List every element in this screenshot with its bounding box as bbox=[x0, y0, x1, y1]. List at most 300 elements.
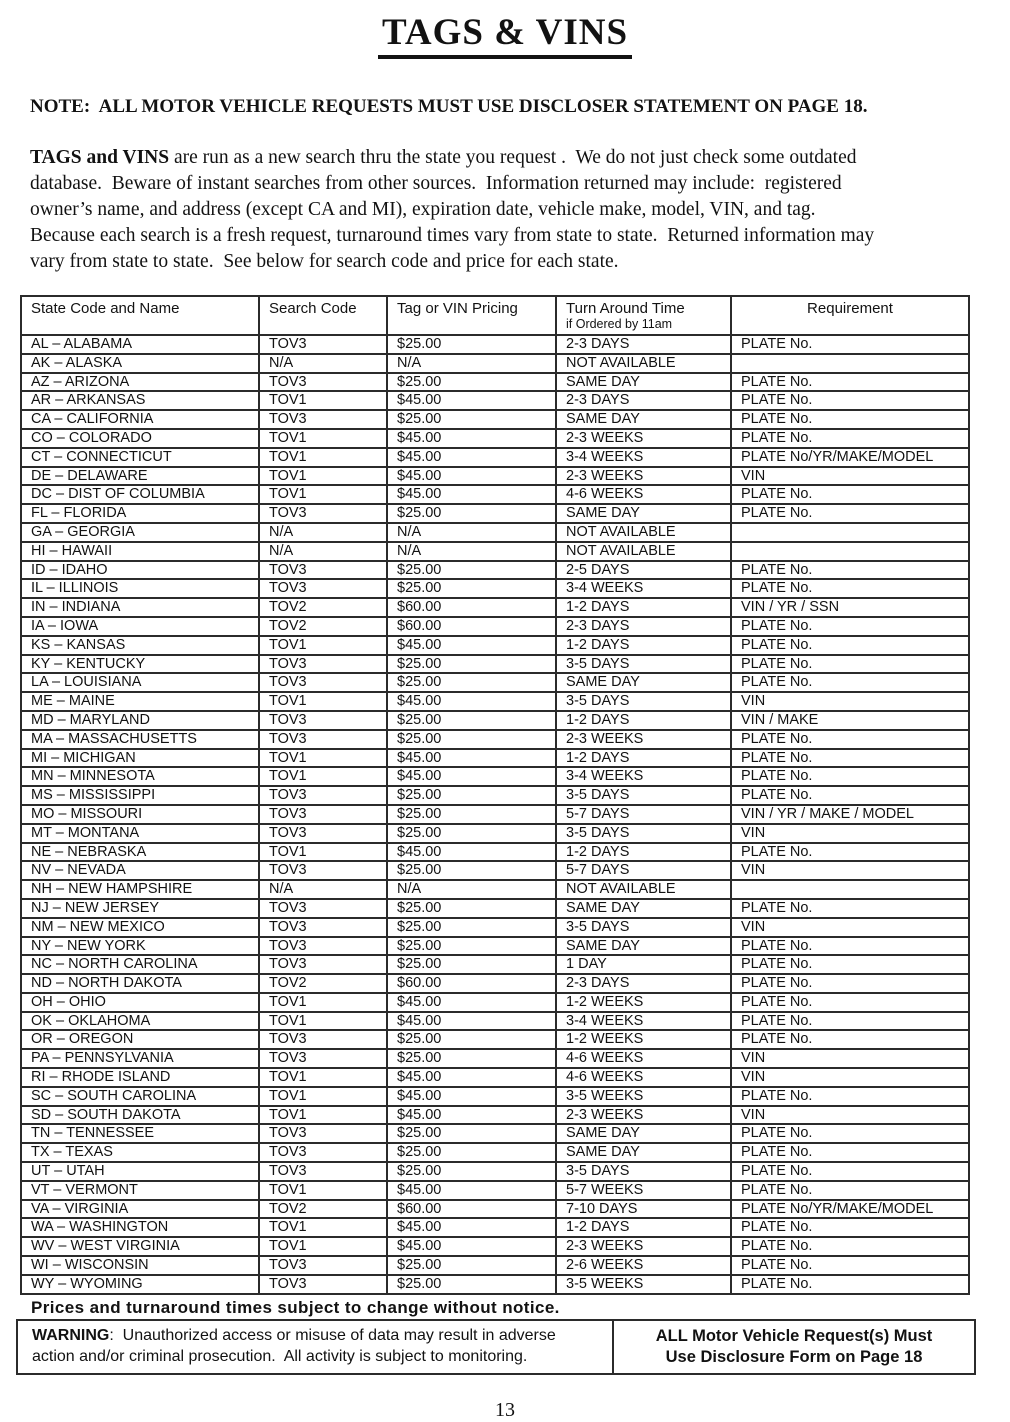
search-code-cell: N/A bbox=[259, 542, 387, 561]
table-row bbox=[21, 1218, 969, 1237]
pricing-cell: $25.00 bbox=[387, 1275, 556, 1294]
pricing-cell: $45.00 bbox=[387, 1106, 556, 1125]
turnaround-cell: 2-3 DAYS bbox=[556, 617, 731, 636]
requirement-cell: PLATE No. bbox=[731, 749, 969, 768]
state-cell: MS – MISSISSIPPI bbox=[21, 786, 259, 805]
search-code-cell: TOV1 bbox=[259, 1106, 387, 1125]
requirement-cell: PLATE No. bbox=[731, 335, 969, 354]
requirement-cell: PLATE No. bbox=[731, 974, 969, 993]
search-code-cell: TOV3 bbox=[259, 937, 387, 956]
turnaround-cell: 1-2 DAYS bbox=[556, 598, 731, 617]
requirement-cell: PLATE No. bbox=[731, 767, 969, 786]
state-cell: FL – FLORIDA bbox=[21, 504, 259, 523]
state-cell: TX – TEXAS bbox=[21, 1143, 259, 1162]
pricing-cell: $25.00 bbox=[387, 373, 556, 392]
turnaround-cell: 5-7 DAYS bbox=[556, 805, 731, 824]
pricing-cell: N/A bbox=[387, 880, 556, 899]
search-code-cell: TOV2 bbox=[259, 598, 387, 617]
pricing-cell: N/A bbox=[387, 523, 556, 542]
search-code-cell: TOV3 bbox=[259, 899, 387, 918]
pricing-cell: $45.00 bbox=[387, 1237, 556, 1256]
warning-table bbox=[16, 1319, 976, 1375]
requirement-cell: PLATE No. bbox=[731, 1012, 969, 1031]
search-code-cell: TOV3 bbox=[259, 805, 387, 824]
pricing-cell: $25.00 bbox=[387, 899, 556, 918]
pricing-cell: N/A bbox=[387, 354, 556, 373]
pricing-cell: $45.00 bbox=[387, 1068, 556, 1087]
requirement-cell: PLATE No. bbox=[731, 1256, 969, 1275]
turnaround-cell: 2-3 WEEKS bbox=[556, 429, 731, 448]
table-row bbox=[21, 598, 969, 617]
table-row bbox=[21, 899, 969, 918]
requirement-cell: PLATE No. bbox=[731, 1143, 969, 1162]
turnaround-cell: 2-3 WEEKS bbox=[556, 1237, 731, 1256]
table-row bbox=[21, 843, 969, 862]
header-turnaround-sub: if Ordered by 11am bbox=[566, 317, 673, 331]
table-row bbox=[21, 391, 969, 410]
requirement-cell: PLATE No. bbox=[731, 429, 969, 448]
intro-line-2: database. Beware of instant searches from other sources. Information returned may include: registered bbox=[30, 173, 842, 194]
pricing-cell: $25.00 bbox=[387, 1049, 556, 1068]
state-cell: HI – HAWAII bbox=[21, 542, 259, 561]
turnaround-cell: 1-2 WEEKS bbox=[556, 993, 731, 1012]
turnaround-cell: 3-4 WEEKS bbox=[556, 579, 731, 598]
table-row bbox=[21, 617, 969, 636]
search-code-cell: TOV3 bbox=[259, 655, 387, 674]
state-cell: CO – COLORADO bbox=[21, 429, 259, 448]
pricing-cell: $60.00 bbox=[387, 617, 556, 636]
note-line: NOTE: ALL MOTOR VEHICLE REQUESTS MUST USE DISCLOSER STATEMENT ON PAGE 18. bbox=[30, 96, 868, 117]
table-row bbox=[21, 767, 969, 786]
state-cell: IL – ILLINOIS bbox=[21, 579, 259, 598]
pricing-cell: $25.00 bbox=[387, 1143, 556, 1162]
pricing-cell: $25.00 bbox=[387, 937, 556, 956]
pricing-cell: N/A bbox=[387, 542, 556, 561]
table-row bbox=[21, 692, 969, 711]
state-cell: IA – IOWA bbox=[21, 617, 259, 636]
search-code-cell: TOV3 bbox=[259, 786, 387, 805]
turnaround-cell: 2-3 WEEKS bbox=[556, 467, 731, 486]
requirement-cell: PLATE No. bbox=[731, 673, 969, 692]
header-turnaround bbox=[556, 296, 731, 335]
turnaround-cell: 2-3 DAYS bbox=[556, 391, 731, 410]
turnaround-cell: 3-4 WEEKS bbox=[556, 767, 731, 786]
state-cell: WA – WASHINGTON bbox=[21, 1218, 259, 1237]
turnaround-cell: 3-5 DAYS bbox=[556, 1162, 731, 1181]
turnaround-cell: 1-2 DAYS bbox=[556, 843, 731, 862]
requirement-cell: PLATE No. bbox=[731, 843, 969, 862]
search-code-cell: TOV1 bbox=[259, 1237, 387, 1256]
state-cell: AR – ARKANSAS bbox=[21, 391, 259, 410]
pricing-cell: $45.00 bbox=[387, 1012, 556, 1031]
turnaround-cell: 3-5 DAYS bbox=[556, 786, 731, 805]
state-cell: SC – SOUTH CAROLINA bbox=[21, 1087, 259, 1106]
table-row bbox=[21, 880, 969, 899]
pricing-cell: $25.00 bbox=[387, 1162, 556, 1181]
turnaround-cell: 4-6 WEEKS bbox=[556, 1068, 731, 1087]
turnaround-cell: 7-10 DAYS bbox=[556, 1200, 731, 1219]
table-row bbox=[21, 542, 969, 561]
search-code-cell: TOV3 bbox=[259, 711, 387, 730]
state-cell: AL – ALABAMA bbox=[21, 335, 259, 354]
requirement-cell: PLATE No. bbox=[731, 1237, 969, 1256]
turnaround-cell: 3-4 WEEKS bbox=[556, 448, 731, 467]
pricing-cell: $45.00 bbox=[387, 485, 556, 504]
table-row bbox=[21, 655, 969, 674]
search-code-cell: TOV3 bbox=[259, 730, 387, 749]
table-row bbox=[21, 1087, 969, 1106]
table-row bbox=[21, 485, 969, 504]
search-code-cell: TOV2 bbox=[259, 974, 387, 993]
pricing-cell: $45.00 bbox=[387, 692, 556, 711]
table-row bbox=[21, 1162, 969, 1181]
table-row bbox=[21, 1143, 969, 1162]
state-cell: PA – PENNSYLVANIA bbox=[21, 1049, 259, 1068]
requirement-cell bbox=[731, 523, 969, 542]
pricing-cell: $45.00 bbox=[387, 843, 556, 862]
state-cell: TN – TENNESSEE bbox=[21, 1124, 259, 1143]
state-cell: DE – DELAWARE bbox=[21, 467, 259, 486]
state-cell: WV – WEST VIRGINIA bbox=[21, 1237, 259, 1256]
intro-paragraph bbox=[30, 145, 990, 275]
requirement-cell: VIN / YR / SSN bbox=[731, 598, 969, 617]
turnaround-cell: SAME DAY bbox=[556, 673, 731, 692]
search-code-cell: N/A bbox=[259, 354, 387, 373]
search-code-cell: TOV1 bbox=[259, 1012, 387, 1031]
pricing-cell: $60.00 bbox=[387, 598, 556, 617]
requirement-cell: PLATE No. bbox=[731, 937, 969, 956]
state-cell: IN – INDIANA bbox=[21, 598, 259, 617]
search-code-cell: TOV1 bbox=[259, 1068, 387, 1087]
page-number: 13 bbox=[495, 1398, 515, 1421]
turnaround-cell: 4-6 WEEKS bbox=[556, 1049, 731, 1068]
table-row bbox=[21, 786, 969, 805]
turnaround-cell: 3-5 WEEKS bbox=[556, 1275, 731, 1294]
search-code-cell: TOV3 bbox=[259, 1275, 387, 1294]
pricing-cell: $25.00 bbox=[387, 918, 556, 937]
state-cell: LA – LOUISIANA bbox=[21, 673, 259, 692]
state-cell: UT – UTAH bbox=[21, 1162, 259, 1181]
requirement-cell: PLATE No. bbox=[731, 786, 969, 805]
turnaround-cell: 2-3 WEEKS bbox=[556, 1106, 731, 1125]
state-cell: CA – CALIFORNIA bbox=[21, 410, 259, 429]
warning-cell bbox=[17, 1320, 613, 1374]
header-requirement: Requirement bbox=[731, 296, 969, 335]
turnaround-cell: SAME DAY bbox=[556, 937, 731, 956]
state-cell: WY – WYOMING bbox=[21, 1275, 259, 1294]
state-cell: DC – DIST OF COLUMBIA bbox=[21, 485, 259, 504]
table-row bbox=[21, 1200, 969, 1219]
pricing-cell: $45.00 bbox=[387, 1087, 556, 1106]
turnaround-cell: 3-5 DAYS bbox=[556, 824, 731, 843]
warning-row bbox=[17, 1320, 975, 1374]
pricing-cell: $45.00 bbox=[387, 448, 556, 467]
table-row bbox=[21, 1106, 969, 1125]
turnaround-cell: NOT AVAILABLE bbox=[556, 523, 731, 542]
turnaround-cell: SAME DAY bbox=[556, 504, 731, 523]
table-row bbox=[21, 711, 969, 730]
prices-change-note: Prices and turnaround times subject to change without notice. bbox=[31, 1297, 560, 1317]
state-cell: AZ – ARIZONA bbox=[21, 373, 259, 392]
pricing-cell: $25.00 bbox=[387, 786, 556, 805]
requirement-cell bbox=[731, 542, 969, 561]
table-row bbox=[21, 636, 969, 655]
search-code-cell: TOV3 bbox=[259, 1124, 387, 1143]
table-row bbox=[21, 993, 969, 1012]
requirement-cell: PLATE No. bbox=[731, 1181, 969, 1200]
table-row bbox=[21, 429, 969, 448]
requirement-cell: PLATE No. bbox=[731, 504, 969, 523]
state-cell: KY – KENTUCKY bbox=[21, 655, 259, 674]
state-cell: NE – NEBRASKA bbox=[21, 843, 259, 862]
table-row bbox=[21, 955, 969, 974]
requirement-cell: PLATE No. bbox=[731, 485, 969, 504]
state-cell: OR – OREGON bbox=[21, 1030, 259, 1049]
pricing-cell: $25.00 bbox=[387, 824, 556, 843]
state-cell: VA – VIRGINIA bbox=[21, 1200, 259, 1219]
search-code-cell: TOV3 bbox=[259, 918, 387, 937]
search-code-cell: TOV1 bbox=[259, 692, 387, 711]
pricing-cell: $45.00 bbox=[387, 391, 556, 410]
state-cell: ND – NORTH DAKOTA bbox=[21, 974, 259, 993]
pricing-cell: $45.00 bbox=[387, 636, 556, 655]
state-cell: MD – MARYLAND bbox=[21, 711, 259, 730]
table-row bbox=[21, 1275, 969, 1294]
state-cell: OH – OHIO bbox=[21, 993, 259, 1012]
turnaround-cell: 1-2 DAYS bbox=[556, 711, 731, 730]
table-row bbox=[21, 974, 969, 993]
table-row bbox=[21, 1068, 969, 1087]
requirement-cell: VIN bbox=[731, 918, 969, 937]
table-row bbox=[21, 410, 969, 429]
header-search-code: Search Code bbox=[259, 296, 387, 335]
page-title: TAGS & VINS bbox=[378, 12, 632, 59]
turnaround-cell: NOT AVAILABLE bbox=[556, 542, 731, 561]
search-code-cell: TOV1 bbox=[259, 767, 387, 786]
turnaround-cell: 2-5 DAYS bbox=[556, 561, 731, 580]
intro-line-3: owner’s name, and address (except CA and MI), expiration date, vehicle make, model, VIN, and tag. bbox=[30, 199, 816, 220]
disclosure-line-1: ALL Motor Vehicle Request(s) Must bbox=[655, 1326, 933, 1345]
state-pricing-table bbox=[20, 295, 970, 1295]
pricing-cell: $60.00 bbox=[387, 974, 556, 993]
state-cell: AK – ALASKA bbox=[21, 354, 259, 373]
search-code-cell: TOV2 bbox=[259, 617, 387, 636]
table-row bbox=[21, 354, 969, 373]
requirement-cell: PLATE No. bbox=[731, 391, 969, 410]
pricing-cell: $45.00 bbox=[387, 1218, 556, 1237]
state-table-body bbox=[21, 335, 969, 1294]
turnaround-cell: SAME DAY bbox=[556, 373, 731, 392]
requirement-cell: PLATE No. bbox=[731, 1124, 969, 1143]
turnaround-cell: 4-6 WEEKS bbox=[556, 485, 731, 504]
turnaround-cell: 2-3 DAYS bbox=[556, 335, 731, 354]
requirement-cell: VIN bbox=[731, 467, 969, 486]
state-cell: NY – NEW YORK bbox=[21, 937, 259, 956]
intro-line-1-rest: are run as a new search thru the state you request . We do not just check some outdated bbox=[169, 147, 857, 168]
search-code-cell: TOV3 bbox=[259, 373, 387, 392]
intro-lead: TAGS and VINS bbox=[30, 147, 170, 168]
state-cell: NC – NORTH CAROLINA bbox=[21, 955, 259, 974]
state-cell: CT – CONNECTICUT bbox=[21, 448, 259, 467]
table-row bbox=[21, 1030, 969, 1049]
title-wrap bbox=[0, 12, 1010, 59]
pricing-cell: $45.00 bbox=[387, 429, 556, 448]
table-row bbox=[21, 824, 969, 843]
search-code-cell: TOV3 bbox=[259, 1256, 387, 1275]
turnaround-cell: 2-3 WEEKS bbox=[556, 730, 731, 749]
header-state: State Code and Name bbox=[21, 296, 259, 335]
requirement-cell: PLATE No. bbox=[731, 1030, 969, 1049]
requirement-cell: PLATE No. bbox=[731, 1087, 969, 1106]
table-row bbox=[21, 1012, 969, 1031]
pricing-cell: $45.00 bbox=[387, 993, 556, 1012]
search-code-cell: TOV1 bbox=[259, 391, 387, 410]
table-row bbox=[21, 467, 969, 486]
pricing-cell: $45.00 bbox=[387, 1181, 556, 1200]
requirement-cell: PLATE No. bbox=[731, 899, 969, 918]
requirement-cell: PLATE No. bbox=[731, 579, 969, 598]
state-cell: SD – SOUTH DAKOTA bbox=[21, 1106, 259, 1125]
requirement-cell: PLATE No. bbox=[731, 636, 969, 655]
search-code-cell: TOV1 bbox=[259, 467, 387, 486]
table-row bbox=[21, 448, 969, 467]
requirement-cell: VIN bbox=[731, 861, 969, 880]
table-row bbox=[21, 1237, 969, 1256]
search-code-cell: TOV3 bbox=[259, 955, 387, 974]
search-code-cell: TOV1 bbox=[259, 485, 387, 504]
table-row bbox=[21, 561, 969, 580]
state-cell: MO – MISSOURI bbox=[21, 805, 259, 824]
search-code-cell: TOV1 bbox=[259, 429, 387, 448]
state-cell: MT – MONTANA bbox=[21, 824, 259, 843]
table-row bbox=[21, 673, 969, 692]
state-cell: RI – RHODE ISLAND bbox=[21, 1068, 259, 1087]
requirement-cell: PLATE No. bbox=[731, 955, 969, 974]
warning-label: WARNING bbox=[32, 1326, 110, 1344]
requirement-cell: PLATE No. bbox=[731, 617, 969, 636]
search-code-cell: TOV3 bbox=[259, 861, 387, 880]
turnaround-cell: SAME DAY bbox=[556, 899, 731, 918]
state-cell: KS – KANSAS bbox=[21, 636, 259, 655]
table-row bbox=[21, 1049, 969, 1068]
search-code-cell: TOV2 bbox=[259, 1200, 387, 1219]
table-row bbox=[21, 749, 969, 768]
turnaround-cell: 3-5 DAYS bbox=[556, 918, 731, 937]
state-cell: NJ – NEW JERSEY bbox=[21, 899, 259, 918]
turnaround-cell: 2-3 DAYS bbox=[556, 974, 731, 993]
search-code-cell: TOV3 bbox=[259, 1049, 387, 1068]
table-row bbox=[21, 937, 969, 956]
pricing-cell: $25.00 bbox=[387, 730, 556, 749]
search-code-cell: TOV3 bbox=[259, 673, 387, 692]
pricing-cell: $25.00 bbox=[387, 335, 556, 354]
pricing-cell: $25.00 bbox=[387, 1124, 556, 1143]
requirement-cell bbox=[731, 354, 969, 373]
requirement-cell: PLATE No. bbox=[731, 1275, 969, 1294]
warning-text: : Unauthorized access or misuse of data may result in adverse action and/or criminal prosecution. All activity is subject to monitoring. bbox=[32, 1326, 561, 1365]
intro-line-1 bbox=[30, 145, 990, 171]
turnaround-cell: 1-2 DAYS bbox=[556, 1218, 731, 1237]
turnaround-cell: 3-5 DAYS bbox=[556, 655, 731, 674]
state-cell: NM – NEW MEXICO bbox=[21, 918, 259, 937]
state-cell: WI – WISCONSIN bbox=[21, 1256, 259, 1275]
turnaround-cell: SAME DAY bbox=[556, 1124, 731, 1143]
table-header-row bbox=[21, 296, 969, 335]
requirement-cell: PLATE No/YR/MAKE/MODEL bbox=[731, 1200, 969, 1219]
state-cell: ID – IDAHO bbox=[21, 561, 259, 580]
state-cell: ME – MAINE bbox=[21, 692, 259, 711]
pricing-cell: $25.00 bbox=[387, 673, 556, 692]
state-cell: GA – GEORGIA bbox=[21, 523, 259, 542]
requirement-cell: PLATE No. bbox=[731, 561, 969, 580]
pricing-cell: $25.00 bbox=[387, 561, 556, 580]
requirement-cell: VIN / YR / MAKE / MODEL bbox=[731, 805, 969, 824]
requirement-cell: VIN bbox=[731, 1049, 969, 1068]
pricing-cell: $45.00 bbox=[387, 767, 556, 786]
requirement-cell: VIN bbox=[731, 692, 969, 711]
search-code-cell: N/A bbox=[259, 523, 387, 542]
requirement-cell: PLATE No/YR/MAKE/MODEL bbox=[731, 448, 969, 467]
table-row bbox=[21, 805, 969, 824]
search-code-cell: TOV1 bbox=[259, 1218, 387, 1237]
turnaround-cell: SAME DAY bbox=[556, 1143, 731, 1162]
pricing-cell: $25.00 bbox=[387, 655, 556, 674]
requirement-cell: PLATE No. bbox=[731, 1218, 969, 1237]
table-row bbox=[21, 523, 969, 542]
pricing-cell: $25.00 bbox=[387, 805, 556, 824]
turnaround-cell: 3-5 WEEKS bbox=[556, 1087, 731, 1106]
search-code-cell: TOV3 bbox=[259, 335, 387, 354]
state-cell: OK – OKLAHOMA bbox=[21, 1012, 259, 1031]
table-row bbox=[21, 335, 969, 354]
state-cell: VT – VERMONT bbox=[21, 1181, 259, 1200]
requirement-cell: PLATE No. bbox=[731, 730, 969, 749]
table-row bbox=[21, 918, 969, 937]
turnaround-cell: 1-2 DAYS bbox=[556, 636, 731, 655]
pricing-cell: $25.00 bbox=[387, 504, 556, 523]
requirement-cell: VIN / MAKE bbox=[731, 711, 969, 730]
turnaround-cell: 3-4 WEEKS bbox=[556, 1012, 731, 1031]
requirement-cell: PLATE No. bbox=[731, 993, 969, 1012]
state-cell: NH – NEW HAMPSHIRE bbox=[21, 880, 259, 899]
turnaround-cell: 1-2 DAYS bbox=[556, 749, 731, 768]
search-code-cell: TOV1 bbox=[259, 993, 387, 1012]
search-code-cell: TOV3 bbox=[259, 1162, 387, 1181]
search-code-cell: TOV3 bbox=[259, 1143, 387, 1162]
disclosure-line-2: Use Disclosure Form on Page 18 bbox=[665, 1347, 923, 1366]
search-code-cell: TOV1 bbox=[259, 448, 387, 467]
search-code-cell: TOV3 bbox=[259, 410, 387, 429]
state-cell: NV – NEVADA bbox=[21, 861, 259, 880]
turnaround-cell: SAME DAY bbox=[556, 410, 731, 429]
state-cell: MN – MINNESOTA bbox=[21, 767, 259, 786]
turnaround-cell: 1 DAY bbox=[556, 955, 731, 974]
search-code-cell: TOV1 bbox=[259, 1087, 387, 1106]
search-code-cell: TOV3 bbox=[259, 1030, 387, 1049]
turnaround-cell: 5-7 DAYS bbox=[556, 861, 731, 880]
table-row bbox=[21, 1124, 969, 1143]
search-code-cell: TOV3 bbox=[259, 504, 387, 523]
table-row bbox=[21, 1181, 969, 1200]
pricing-cell: $45.00 bbox=[387, 749, 556, 768]
intro-line-4: Because each search is a fresh request, turnaround times vary from state to state. Returned information may bbox=[30, 225, 875, 246]
turnaround-cell: 2-6 WEEKS bbox=[556, 1256, 731, 1275]
pricing-cell: $25.00 bbox=[387, 711, 556, 730]
pricing-cell: $25.00 bbox=[387, 861, 556, 880]
pricing-cell: $25.00 bbox=[387, 1256, 556, 1275]
table-row bbox=[21, 579, 969, 598]
search-code-cell: TOV3 bbox=[259, 561, 387, 580]
